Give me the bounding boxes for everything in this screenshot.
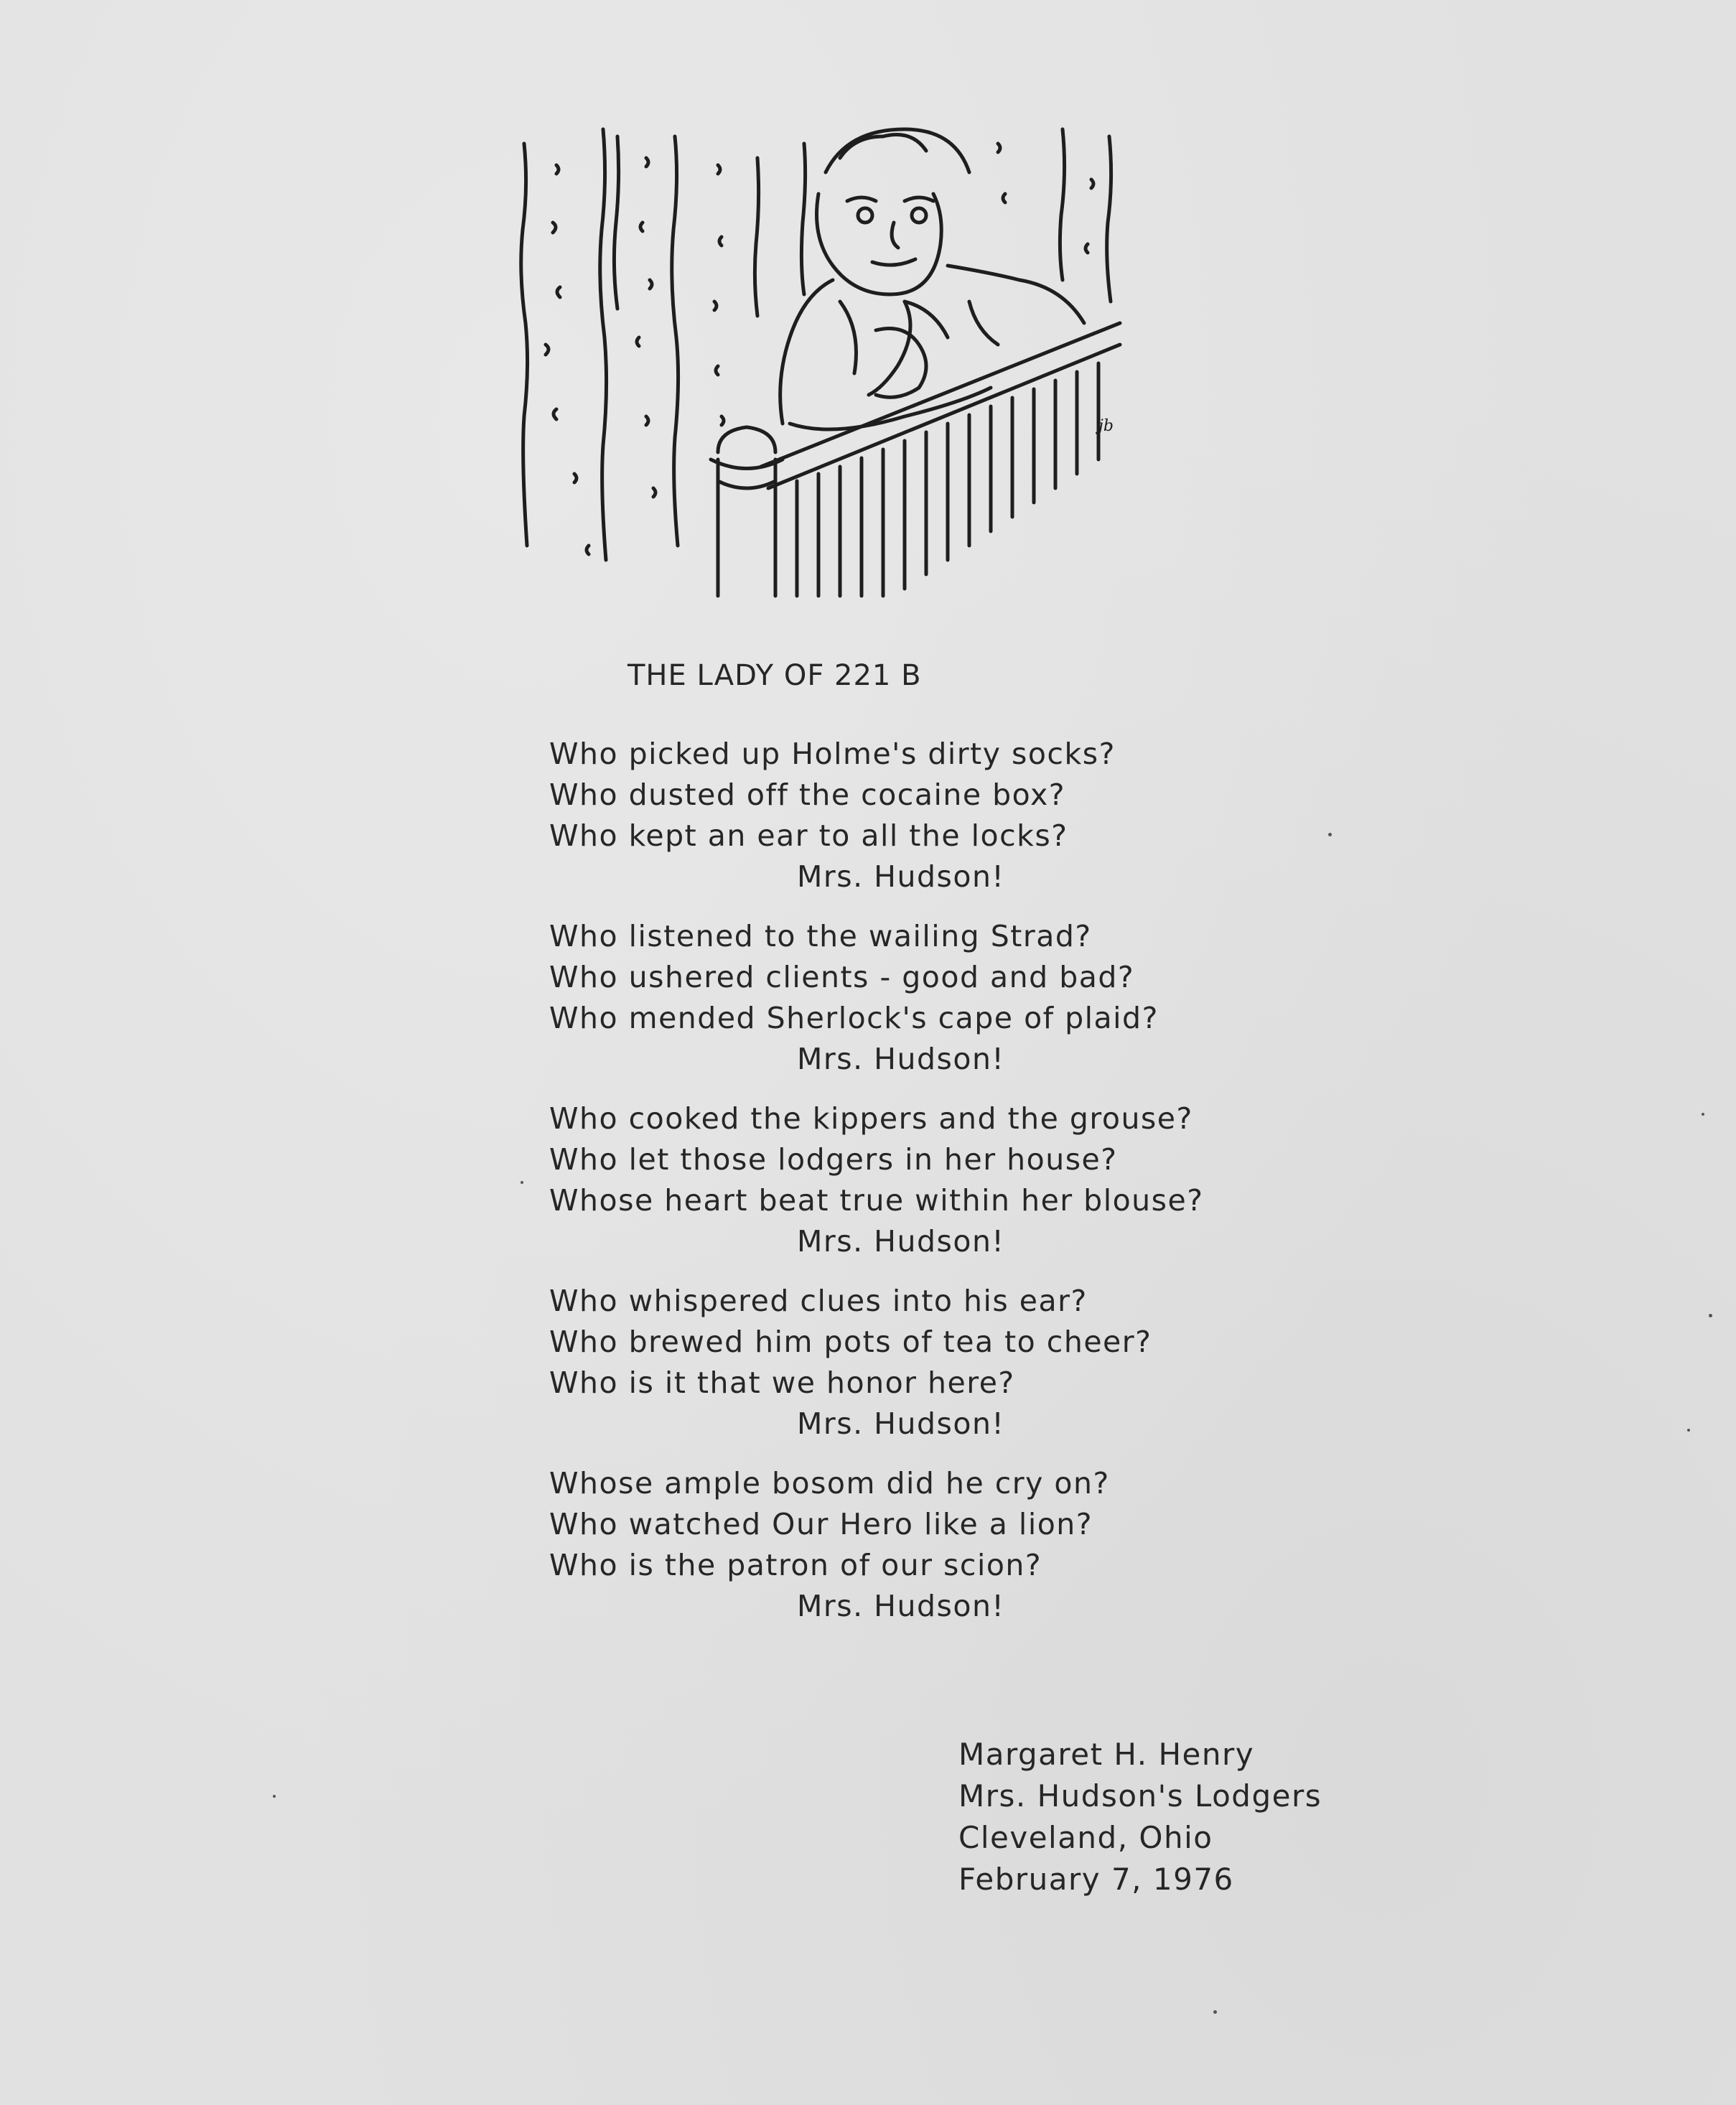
poem-refrain: Mrs. Hudson! [797,1042,1005,1076]
paper-speck [1687,1429,1690,1432]
paper-speck [1213,2010,1217,2014]
location: Cleveland, Ohio [958,1820,1213,1855]
mrs-hudson-at-banister-drawing [503,115,1127,603]
poem-line: Who is it that we honor here? [549,1366,1015,1400]
paper-speck [1702,1113,1704,1116]
poem-line: Who picked up Holme's dirty socks? [549,737,1116,771]
poem-line: Who let those lodgers in her house? [549,1142,1118,1177]
poem-line: Whose ample bosom did he cry on? [549,1466,1110,1500]
paper-speck [273,1795,276,1798]
signature-block [958,1734,1322,1900]
svg-text:jb: jb [1098,417,1114,435]
paper-speck [1709,1314,1712,1317]
poem-refrain: Mrs. Hudson! [797,859,1005,894]
poem-line: Who mended Sherlock's cape of plaid? [549,1001,1159,1035]
stanza-5 [549,1463,1267,1627]
stanza-1 [549,734,1267,897]
poem-line: Who listened to the wailing Strad? [549,919,1092,953]
poem-line: Who dusted off the cocaine box? [549,778,1065,812]
poem-line: Who watched Our Hero like a lion? [549,1507,1093,1541]
poem-body [549,734,1267,1646]
poem-line: Who ushered clients - good and bad? [549,960,1135,994]
poem-line: Who kept an ear to all the locks? [549,818,1068,853]
poem-line: Who is the patron of our scion? [549,1548,1042,1582]
stanza-3 [549,1098,1267,1262]
poem-line: Who brewed him pots of tea to cheer? [549,1325,1152,1359]
poem-title: THE LADY OF 221 B [627,659,922,692]
date: February 7, 1976 [958,1862,1234,1897]
poem-refrain: Mrs. Hudson! [797,1224,1005,1259]
stanza-2 [549,916,1267,1080]
author-name: Margaret H. Henry [958,1737,1255,1772]
poem-line: Whose heart beat true within her blouse? [549,1183,1204,1218]
stanza-4 [549,1281,1267,1444]
paper-speck [521,1181,523,1184]
poem-refrain: Mrs. Hudson! [797,1406,1005,1441]
poem-refrain: Mrs. Hudson! [797,1589,1005,1623]
poem-line: Who whispered clues into his ear? [549,1284,1088,1318]
paper-speck [1328,833,1332,836]
organization-name: Mrs. Hudson's Lodgers [958,1778,1322,1814]
poem-line: Who cooked the kippers and the grouse? [549,1101,1193,1136]
